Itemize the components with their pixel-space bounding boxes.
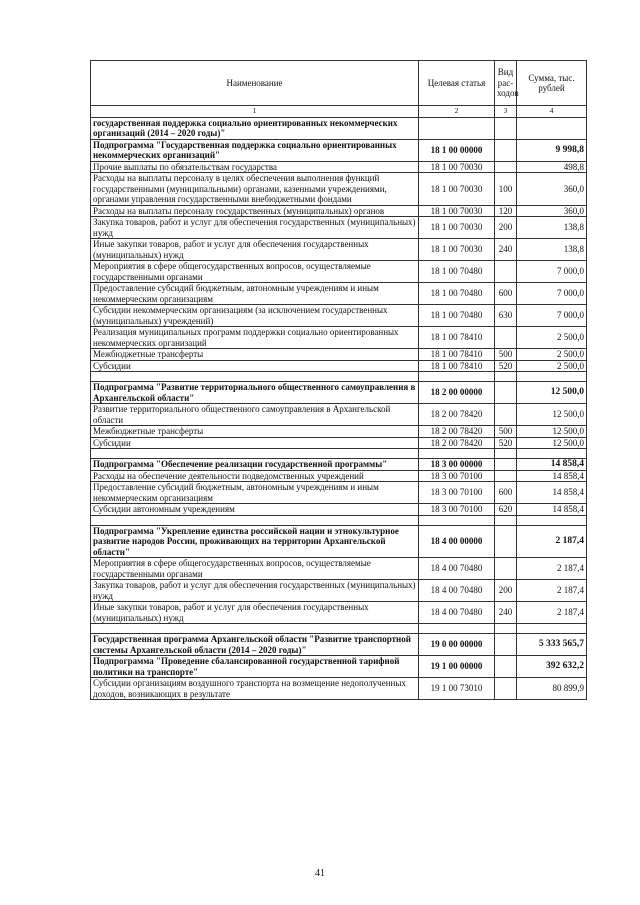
row-name: Развитие территориального общественного самоуправления в Архангельской области: [91, 404, 419, 426]
row-code: [419, 372, 495, 382]
row-code: 18 1 00 78410: [419, 360, 495, 372]
row-type: 520: [495, 360, 517, 372]
row-sum: 12 500,0: [517, 404, 587, 426]
table-row: [91, 349, 587, 361]
row-sum: 9 998,8: [517, 139, 587, 161]
row-code: 18 1 00 70030: [419, 217, 495, 239]
row-code: 19 0 00 00000: [419, 634, 495, 656]
row-code: [419, 624, 495, 634]
row-name: Мероприятия в сфере общегосударственных вопросов, осуществляемые государственными органами: [91, 558, 419, 580]
row-code: 18 4 00 70480: [419, 558, 495, 580]
budget-table: [90, 60, 587, 700]
column-number: 4: [517, 106, 587, 118]
row-type: [495, 382, 517, 404]
program-row: [91, 459, 587, 471]
header-sum: Сумма, тыс. рублей: [517, 61, 587, 106]
header-code: Целевая статья: [419, 61, 495, 106]
row-type: 620: [495, 504, 517, 516]
column-number: 1: [91, 106, 419, 118]
program-row: [91, 139, 587, 161]
row-name: Государственная программа Архангельской области "Развитие транспортной системы Архангельской области (2014 – 2020 годы)": [91, 634, 419, 656]
table-row: [91, 404, 587, 426]
row-type: [495, 404, 517, 426]
table-row: [91, 426, 587, 438]
table-row: [91, 161, 587, 173]
row-sum: 7 000,0: [517, 283, 587, 305]
table-row: [91, 470, 587, 482]
row-type: [495, 449, 517, 459]
row-code: 18 4 00 70480: [419, 602, 495, 624]
column-number-row: [91, 106, 587, 118]
row-type: 100: [495, 173, 517, 206]
row-sum: 5 333 565,7: [517, 634, 587, 656]
row-type: [495, 624, 517, 634]
row-name: Предоставление субсидий бюджетным, автономным учреждениям и иным некоммерческим организациям: [91, 482, 419, 504]
row-name: Реализация муниципальных программ поддержки социально ориентированных некоммерческих организаций: [91, 327, 419, 349]
row-name: государственная поддержка социально ориентированных некоммерческих организаций (2014 – 2020 годы)": [91, 117, 419, 139]
row-name: Расходы на выплаты персоналу государственных (муниципальных) органов: [91, 205, 419, 217]
row-code: 19 1 00 73010: [419, 678, 495, 700]
row-sum: 14 858,4: [517, 504, 587, 516]
row-type: [495, 161, 517, 173]
program-row: [91, 117, 587, 139]
row-code: 18 2 00 78420: [419, 426, 495, 438]
row-type: 630: [495, 305, 517, 327]
row-code: 19 1 00 00000: [419, 656, 495, 678]
row-code: 18 1 00 70480: [419, 305, 495, 327]
row-code: 18 1 00 70480: [419, 261, 495, 283]
spacer-row: [91, 449, 587, 459]
spacer-row: [91, 515, 587, 525]
row-sum: 12 500,0: [517, 426, 587, 438]
table-row: [91, 283, 587, 305]
row-code: [419, 515, 495, 525]
header-name: Наименование: [91, 61, 419, 106]
column-number: 2: [419, 106, 495, 118]
row-name: Предоставление субсидий бюджетным, автономным учреждениям и иным некоммерческим организациям: [91, 283, 419, 305]
row-sum: 138,8: [517, 239, 587, 261]
row-type: 600: [495, 482, 517, 504]
row-name: [91, 372, 419, 382]
row-code: 18 4 00 00000: [419, 525, 495, 558]
table-row: [91, 504, 587, 516]
row-sum: 138,8: [517, 217, 587, 239]
spacer-row: [91, 624, 587, 634]
row-name: Субсидии: [91, 437, 419, 449]
row-type: [495, 327, 517, 349]
table-row: [91, 173, 587, 206]
row-code: 18 1 00 78410: [419, 349, 495, 361]
row-type: [495, 558, 517, 580]
row-sum: 7 000,0: [517, 261, 587, 283]
table-row: [91, 239, 587, 261]
row-type: 600: [495, 283, 517, 305]
row-name: Мероприятия в сфере общегосударственных вопросов, осуществляемые государственными органами: [91, 261, 419, 283]
row-sum: 392 632,2: [517, 656, 587, 678]
row-type: [495, 525, 517, 558]
row-code: 18 1 00 70030: [419, 173, 495, 206]
row-code: 18 1 00 70030: [419, 205, 495, 217]
row-type: 240: [495, 239, 517, 261]
table-body: [91, 117, 587, 700]
table-row: [91, 217, 587, 239]
row-code: 18 2 00 78420: [419, 437, 495, 449]
table-row: [91, 602, 587, 624]
row-sum: 2 187,4: [517, 580, 587, 602]
row-type: [495, 634, 517, 656]
row-sum: 12 500,0: [517, 382, 587, 404]
row-code: 18 3 00 70100: [419, 470, 495, 482]
row-type: 200: [495, 580, 517, 602]
table-row: [91, 558, 587, 580]
row-sum: 360,0: [517, 205, 587, 217]
row-name: Расходы на выплаты персоналу в целях обеспечения выполнения функций государственными (муниципальными) органами, казенными учреждениями, органами управления государственными внебюджетными фондами: [91, 173, 419, 206]
row-code: 18 2 00 00000: [419, 382, 495, 404]
row-name: Иные закупки товаров, работ и услуг для обеспечения государственных (муниципальных) нужд: [91, 239, 419, 261]
row-name: [91, 624, 419, 634]
row-name: Субсидии: [91, 360, 419, 372]
row-sum: 498,8: [517, 161, 587, 173]
row-type: [495, 139, 517, 161]
row-sum: [517, 372, 587, 382]
row-sum: 7 000,0: [517, 305, 587, 327]
row-type: 500: [495, 426, 517, 438]
row-type: [495, 515, 517, 525]
row-type: [495, 261, 517, 283]
row-type: 240: [495, 602, 517, 624]
row-name: Подпрограмма "Проведение сбалансированной государственной тарифной политики на транспорте": [91, 656, 419, 678]
row-code: 18 1 00 70030: [419, 161, 495, 173]
row-type: [495, 372, 517, 382]
page-number: 41: [315, 868, 325, 879]
program-row: [91, 525, 587, 558]
row-sum: 12 500,0: [517, 437, 587, 449]
row-sum: 14 858,4: [517, 459, 587, 471]
row-sum: [517, 515, 587, 525]
row-type: 500: [495, 349, 517, 361]
row-sum: 80 899,9: [517, 678, 587, 700]
row-name: Расходы на обеспечение деятельности подведомственных учреждений: [91, 470, 419, 482]
program-row: [91, 382, 587, 404]
row-sum: 2 500,0: [517, 349, 587, 361]
row-code: 18 2 00 78420: [419, 404, 495, 426]
row-code: 18 1 00 78410: [419, 327, 495, 349]
row-sum: 14 858,4: [517, 470, 587, 482]
row-sum: [517, 624, 587, 634]
row-type: 120: [495, 205, 517, 217]
row-code: [419, 449, 495, 459]
row-name: Субсидии автономным учреждениям: [91, 504, 419, 516]
row-sum: [517, 449, 587, 459]
row-sum: 2 500,0: [517, 327, 587, 349]
row-name: Подпрограмма "Обеспечение реализации государственной программы": [91, 459, 419, 471]
row-code: 18 3 00 70100: [419, 504, 495, 516]
row-code: 18 3 00 70100: [419, 482, 495, 504]
table-row: [91, 205, 587, 217]
row-name: Закупка товаров, работ и услуг для обеспечения государственных (муниципальных) нужд: [91, 580, 419, 602]
row-name: [91, 515, 419, 525]
table-header-row: [91, 61, 587, 106]
table-row: [91, 580, 587, 602]
row-sum: 14 858,4: [517, 482, 587, 504]
row-sum: 2 187,4: [517, 602, 587, 624]
row-code: 18 1 00 00000: [419, 139, 495, 161]
table-row: [91, 678, 587, 700]
row-sum: [517, 117, 587, 139]
row-name: Подпрограмма "Укрепление единства российской нации и этнокультурное развитие народов России, проживающих на территории Архангельской области": [91, 525, 419, 558]
header-type: Вид рас-ходов: [495, 61, 517, 106]
table-row: [91, 261, 587, 283]
row-sum: 2 500,0: [517, 360, 587, 372]
row-code: 18 3 00 00000: [419, 459, 495, 471]
row-name: [91, 449, 419, 459]
row-type: 200: [495, 217, 517, 239]
row-code: 18 1 00 70030: [419, 239, 495, 261]
row-code: [419, 117, 495, 139]
program-row: [91, 634, 587, 656]
row-name: Межбюджетные трансферты: [91, 349, 419, 361]
row-sum: 360,0: [517, 173, 587, 206]
row-type: [495, 678, 517, 700]
row-sum: 2 187,4: [517, 558, 587, 580]
spacer-row: [91, 372, 587, 382]
row-type: [495, 470, 517, 482]
table-row: [91, 482, 587, 504]
row-name: Подпрограмма "Государственная поддержка социально ориентированных некоммерческих организаций": [91, 139, 419, 161]
row-code: 18 4 00 70480: [419, 580, 495, 602]
row-type: 520: [495, 437, 517, 449]
row-sum: 2 187,4: [517, 525, 587, 558]
row-name: Межбюджетные трансферты: [91, 426, 419, 438]
column-number: 3: [495, 106, 517, 118]
program-row: [91, 656, 587, 678]
row-type: [495, 117, 517, 139]
row-name: Иные закупки товаров, работ и услуг для обеспечения государственных (муниципальных) нужд: [91, 602, 419, 624]
table-row: [91, 437, 587, 449]
table-row: [91, 327, 587, 349]
table-row: [91, 305, 587, 327]
row-name: Субсидии некоммерческим организациям (за исключением государственных (муниципальных) учреждений): [91, 305, 419, 327]
row-type: [495, 459, 517, 471]
table-row: [91, 360, 587, 372]
row-name: Прочие выплаты по обязательствам государства: [91, 161, 419, 173]
row-code: 18 1 00 70480: [419, 283, 495, 305]
row-name: Субсидии организациям воздушного транспорта на возмещение недополученных доходов, возникающих в результате: [91, 678, 419, 700]
row-name: Подпрограмма "Развитие территориального общественного самоуправления в Архангельской области": [91, 382, 419, 404]
row-name: Закупка товаров, работ и услуг для обеспечения государственных (муниципальных) нужд: [91, 217, 419, 239]
row-type: [495, 656, 517, 678]
